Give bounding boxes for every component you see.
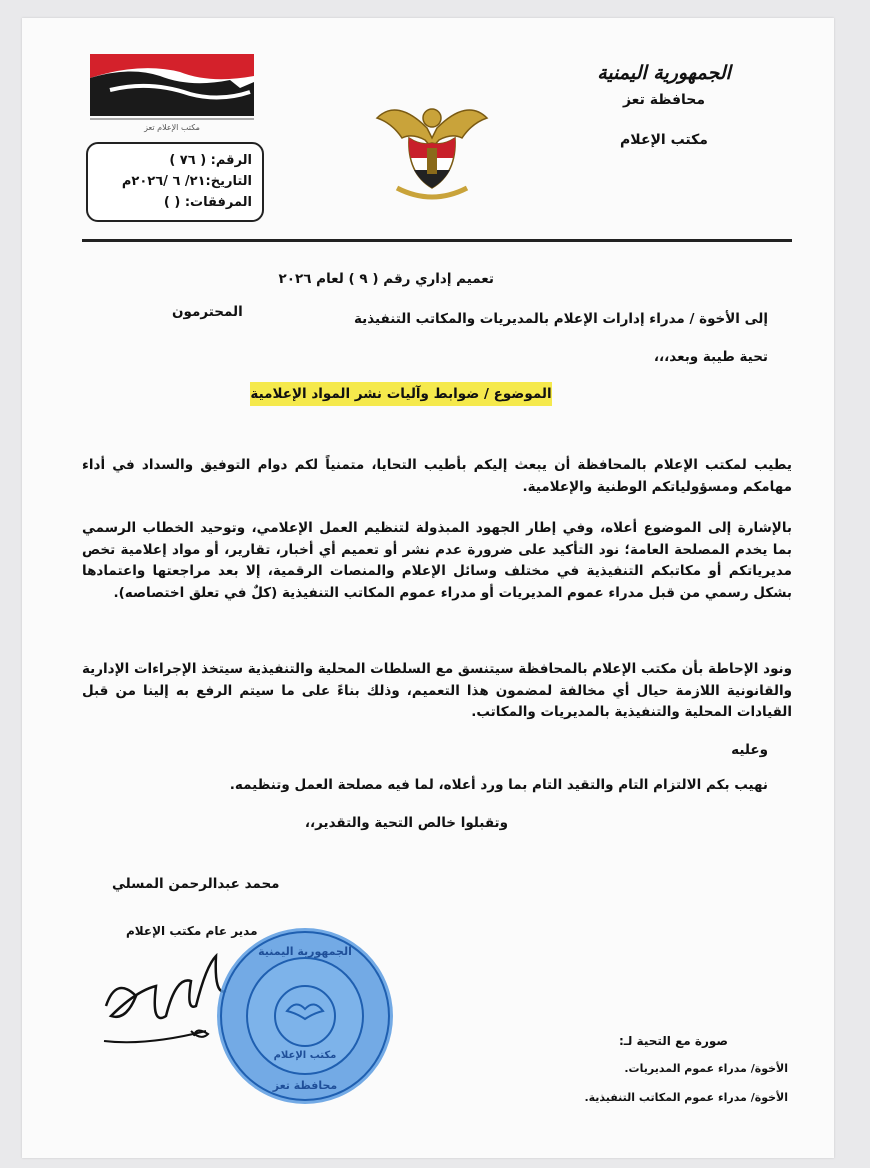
governorate-name: محافظة تعز (622, 92, 706, 108)
memo-greeting: تحية طيبة وبعد،،، (653, 349, 768, 365)
ref-date: التاريخ:٢١/ ٦ /٢٠٢٦م (121, 174, 252, 189)
reference-box (86, 142, 264, 222)
letterhead-right (554, 62, 774, 148)
ref-number: الرقم: ( ٧٦ ) (169, 153, 252, 168)
body-closing: وتقبلوا خالص التحية والتقدير،، (304, 815, 508, 831)
memo-honorific: المحترمون (172, 304, 243, 320)
memo-recipient: إلى الأخوة / مدراء إدارات الإعلام بالمديريات والمكاتب التنفيذية (353, 311, 768, 327)
memo-title: تعميم إداري رقم ( ٩ ) لعام ٢٠٢٦ (278, 271, 494, 287)
memo-subject: الموضوع / ضوابط وآليات نشر المواد الإعلامية (250, 382, 552, 406)
cc-item-2: الأخوة/ مدراء عموم المكاتب التنفيذية. (584, 1091, 788, 1104)
body-paragraph-3: ونود الإحاطة بأن مكتب الإعلام بالمحافظة سيتنسق مع السلطات المحلية والتنفيذية سيتخذ الإجراءات الإدارية والقانونية اللازمة حيال أي مخالفة لمضمون هذا التعميم، وذلك بناءً على ما سيتم الرفع به إلينا من قبل القيادات المحلية والتنفيذية بالمديريات والمكاتب. (81, 661, 792, 720)
signatory-title: مدير عام مكتب الإعلام (126, 924, 258, 938)
cc-heading: صورة مع التحية لـ: (618, 1034, 728, 1048)
body-therefore: وعليه (731, 742, 768, 758)
republic-name: الجمهورية اليمنية (597, 62, 731, 84)
ref-attachments: المرفقات: ( ) (163, 195, 252, 210)
official-stamp (212, 923, 398, 1109)
office-name: مكتب الإعلام (620, 132, 708, 148)
document-page (22, 18, 834, 1158)
signatory-name: محمد عبدالرحمن المسلي (112, 876, 280, 892)
media-office-logo (90, 54, 254, 136)
cc-item-1: الأخوة/ مدراء عموم المديريات. (624, 1062, 788, 1075)
body-paragraph-2: بالإشارة إلى الموضوع أعلاه، وفي إطار الجهود المبذولة لتنظيم العمل الإعلامي، وتوحيد الخطاب الرسمي بما يخدم المصلحة العامة؛ نود التأكيد على ضرورة عدم نشر أو تعميم أي أخبار، تقارير، أو مواد إعلامية تخص مديرياتكم أو مكاتبكم التنفيذية في مختلف وسائل الإعلام والمنصات الرقمية، إلا بعد مراجعتها واعتمادها بشكل رسمي من قبل مدراء عموم المديريات أو مدراء عموم المكاتب التنفيذية (كلٌ في تعلق اختصاصه). (82, 520, 792, 601)
body-paragraph-5: نهيب بكم الالتزام التام والتقيد التام بما ورد أعلاه، لما فيه مصلحة العمل وتنظيمه. (229, 777, 768, 793)
eagle-emblem-icon (357, 88, 507, 208)
body-paragraph-1: يطيب لمكتب الإعلام بالمحافظة أن يبعث إليكم بأطيب التحايا، متمنياً لكم دوام التوفيق والسداد في أداء مهامكم ومسؤولياتكم الوطنية والإعلامية. (82, 457, 792, 495)
header-divider (82, 239, 792, 242)
stamp-middle-text: مكتب الإعلام (273, 1050, 337, 1061)
stamp-bottom-text: محافظة تعز (272, 1079, 338, 1092)
logo-caption: مكتب الإعلام تعز (144, 123, 200, 132)
stamp-top-text: الجمهورية اليمنية (258, 945, 352, 958)
